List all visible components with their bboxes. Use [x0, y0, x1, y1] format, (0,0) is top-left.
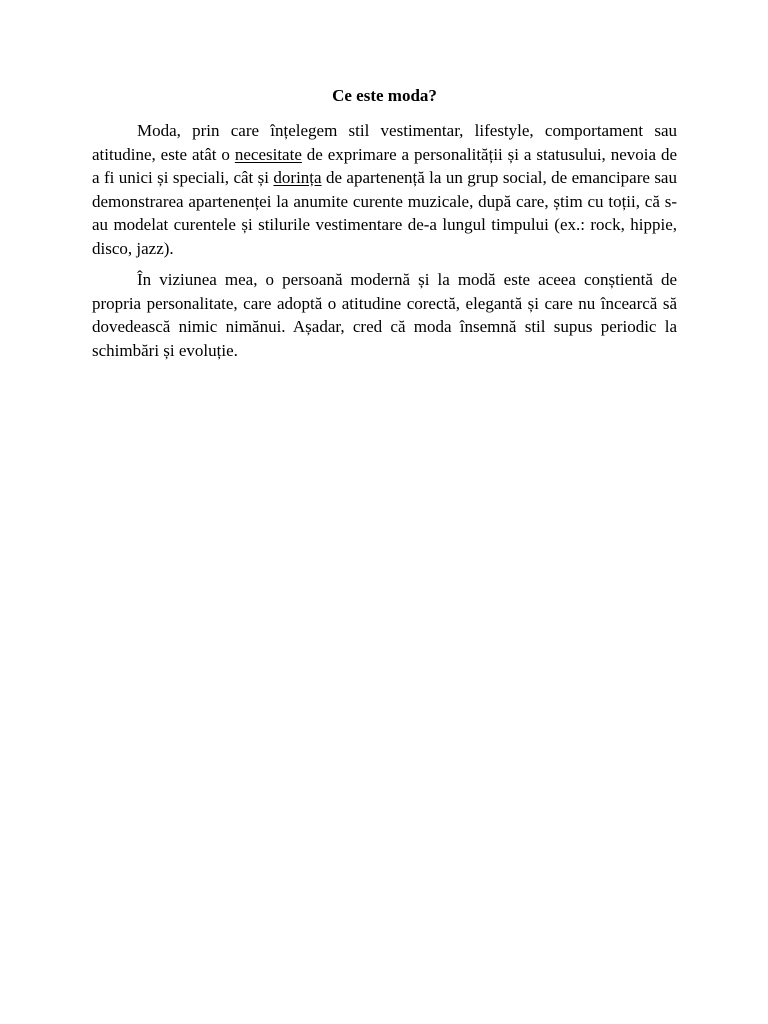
paragraph-2: În viziunea mea, o persoană modernă și la modă este aceea conștientă de propria personalitate, care adoptă o atitudine corectă, elegantă și care nu încearcă să dovedească nimic nimănui. Așadar, cred că moda însemnă stil supus periodic la schimbări și evoluție. [92, 270, 677, 360]
underlined-word-necesitate: necesitate [234, 144, 302, 164]
document-page [92, 84, 677, 370]
document-title: Ce este moda? [332, 86, 437, 105]
paragraph-1-text-a: Moda, prin care înțelegem stil vestimentar, lifestyle, comportament sau atitudine, este atât o [92, 121, 677, 164]
paragraph-1-text-c: de apartenență la un grup social, de emancipare sau demonstrarea apartenenței la anumite curente muzicale, după care, știm cu toții, că s-au modelat curentele și stilurile vestimentare de-a lungul timpului (ex.: rock, hippie, disco, jazz). [92, 168, 677, 258]
paragraph-1 [92, 119, 677, 260]
paragraph-1-text-b: de exprimare a personalității și a statusului, nevoia de a fi unici și speciali, cât și [92, 144, 677, 187]
underlined-word-dorinta: dorința [273, 168, 322, 187]
